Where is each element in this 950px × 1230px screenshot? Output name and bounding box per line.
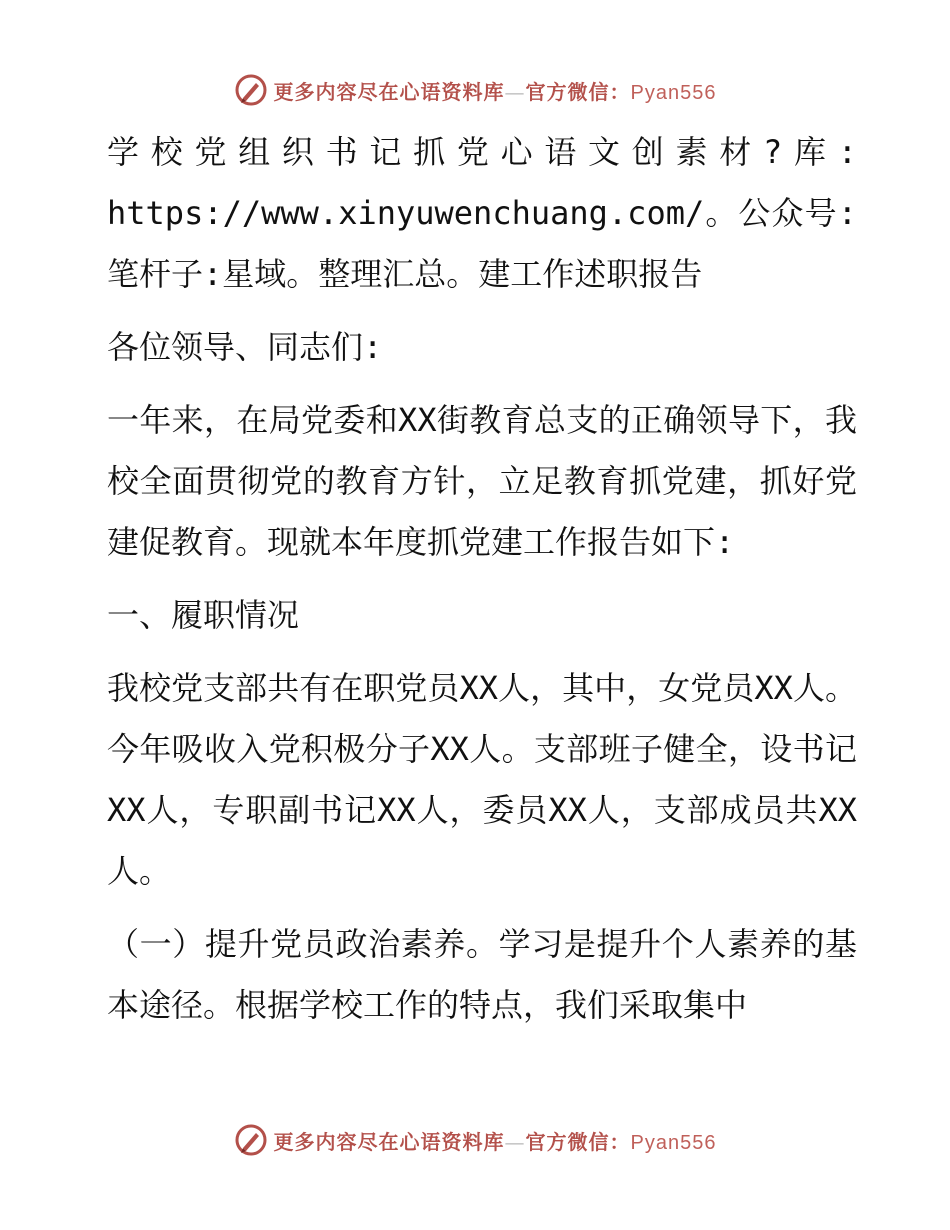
paragraph-members: 我校党支部共有在职党员XX人，其中，女党员XX人。今年吸收入党积极分子XX人。支部班子健全，设书记XX人，专职副书记XX人，委员XX人，支部成员共XX人。 bbox=[107, 669, 857, 890]
watermark-separator: — bbox=[504, 79, 526, 104]
watermark-id: Pyan556 bbox=[630, 1131, 717, 1154]
watermark-separator: — bbox=[504, 1129, 526, 1154]
paragraph-political-quality: （一）提升党员政治素养。学习是提升个人素养的基本途径。根据学校工作的特点，我们采取集中 bbox=[107, 925, 857, 1024]
watermark-label: 官方微信： bbox=[525, 1129, 631, 1154]
watermark-main: 更多内容尽在心语资料库 bbox=[273, 79, 505, 104]
paragraph-intro: 一年来，在局党委和XX街教育总支的正确领导下，我校全面贯彻党的教育方针，立足教育抓党建，抓好党建促教育。现就本年度抓党建工作报告如下: bbox=[107, 401, 857, 561]
watermark-text bbox=[274, 76, 717, 105]
section-heading-duty: 一、履职情况 bbox=[107, 596, 300, 634]
watermark-label: 官方微信： bbox=[525, 79, 631, 104]
watermark-footer bbox=[0, 1120, 950, 1160]
pen-logo-icon bbox=[234, 1123, 268, 1157]
document-body bbox=[97, 122, 857, 1036]
paragraph-salutation: 各位领导、同志们: bbox=[107, 328, 383, 366]
pen-logo-icon bbox=[234, 73, 268, 107]
watermark-text bbox=[274, 1126, 717, 1155]
watermark-header bbox=[0, 70, 950, 110]
watermark-main: 更多内容尽在心语资料库 bbox=[273, 1129, 505, 1154]
watermark-id: Pyan556 bbox=[630, 81, 717, 104]
paragraph-title: 学校党组织书记抓党心语文创素材?库: https://www.xinyuwenchuang.com/。公众号: 笔杆子:星域。整理汇总。建工作述职报告 bbox=[107, 133, 857, 293]
